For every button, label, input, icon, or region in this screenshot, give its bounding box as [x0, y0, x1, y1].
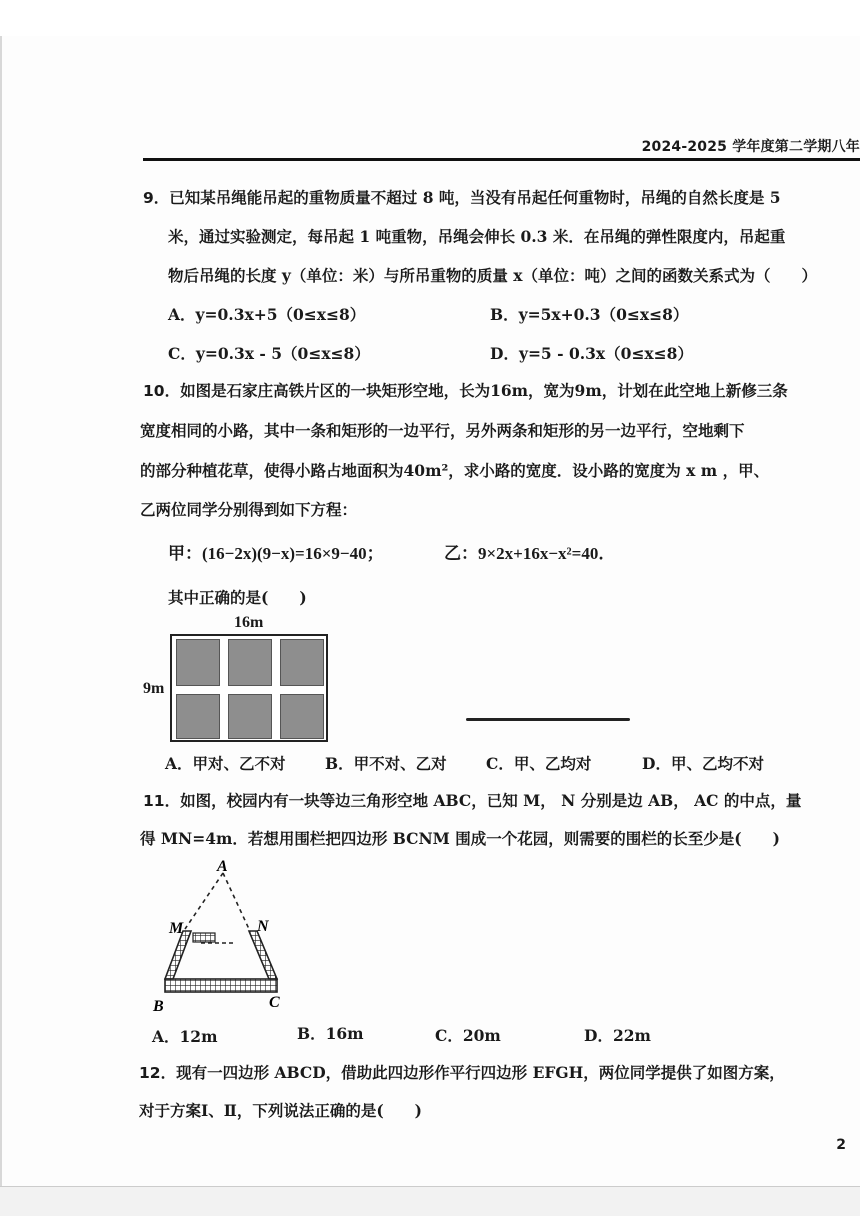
grass-plot: [280, 694, 324, 739]
grass-plot: [228, 639, 272, 686]
q12-line1: [139, 1063, 785, 1083]
page-header: 2024-2025 学年度第二学期八年: [641, 139, 860, 155]
q11-option-d[interactable]: D．22m: [584, 1026, 651, 1045]
q11-number: 11．: [143, 792, 181, 810]
q10-line1: [143, 381, 788, 401]
exam-page: [0, 36, 860, 1186]
q10-option-b[interactable]: B．甲不对、乙对: [325, 754, 447, 773]
q9-option-b[interactable]: B．y=5x+0.3（0≤x≤8）: [490, 305, 689, 324]
q10-question: 其中正确的是( ): [168, 588, 307, 607]
q10-option-c[interactable]: C．甲、乙均对: [486, 754, 592, 773]
rectangle-figure: [170, 634, 328, 742]
vertex-label-b: B: [153, 998, 164, 1015]
handwritten-line: [466, 718, 630, 721]
dashed-side-an: [223, 873, 249, 929]
q10-line2: 宽度相同的小路，其中一条和矩形的一边平行，另外两条和矩形的另一边平行，空地剩下: [140, 421, 745, 440]
q11-line2: 得 MN=4m．若想用围栏把四边形 BCNM 围成一个花园，则需要的围栏的长至少是( ): [140, 829, 780, 848]
grass-plot: [176, 694, 220, 739]
viewer-bottom-bar: [0, 1186, 860, 1216]
vertex-label-a: A: [217, 858, 228, 875]
fence-side-bc: [165, 979, 277, 992]
triangle-figure: [145, 855, 295, 1015]
q9-option-a[interactable]: A．y=0.3x+5（0≤x≤8）: [168, 305, 366, 324]
q12-number: 12．: [139, 1064, 177, 1082]
fig-width-label: 16m: [234, 614, 264, 631]
q9-line2: 米，通过实验测定，每吊起 1 吨重物，吊绳会伸长 0.3 米．在吊绳的弹性限度内，吊起重: [168, 227, 786, 246]
q9-line3: 物后吊绳的长度 y（单位：米）与所吊重物的质量 x（单位：吨）之间的函数关系式为（ ）: [168, 266, 818, 285]
vertex-label-m: M: [169, 920, 184, 937]
q10-option-a[interactable]: A．甲对、乙不对: [165, 754, 286, 773]
fig-height-label: 9m: [143, 680, 165, 697]
q10-option-d[interactable]: D．甲、乙均不对: [642, 754, 764, 773]
header-rule: [143, 158, 860, 161]
vertex-label-n: N: [257, 918, 269, 935]
fence-side-bm: [165, 931, 191, 979]
fence-side-cn: [249, 931, 277, 979]
q12-line2: 对于方案Ⅰ、Ⅱ，下列说法正确的是( ): [139, 1101, 422, 1120]
q10-text-1: 如图是石家庄高铁片区的一块矩形空地，长为16m，宽为9m，计划在此空地上新修三条: [180, 381, 788, 400]
q10-equation-jia: 甲：(16−2x)(9−x)=16×9−40；: [168, 544, 384, 563]
vertex-label-c: C: [269, 994, 280, 1011]
q10-line4: 乙两位同学分别得到如下方程：: [140, 500, 358, 519]
q12-text-1: 现有一四边形 ABCD，借助此四边形作平行四边形 EFGH，两位同学提供了如图方案，: [176, 1063, 785, 1082]
q11-text-1: 如图，校园内有一块等边三角形空地 ABC，已知 M， N 分别是边 AB， AC 的中点，量: [180, 791, 802, 810]
q11-option-a[interactable]: A．12m: [152, 1027, 218, 1046]
q11-option-c[interactable]: C．20m: [435, 1026, 501, 1045]
page-number: 2: [836, 1137, 846, 1153]
q9-number: 9．: [143, 189, 170, 207]
grass-plot: [280, 639, 324, 686]
q10-line3: 的部分种植花草，使得小路占地面积为40m²，求小路的宽度．设小路的宽度为 x m ，甲、: [140, 461, 770, 480]
q11-option-b[interactable]: B．16m: [297, 1024, 364, 1043]
q11-line1: [143, 791, 801, 811]
q9-line1: [143, 188, 781, 208]
dashed-side-am: [185, 873, 223, 929]
grass-plot: [228, 694, 272, 739]
q9-option-d[interactable]: D．y=5 - 0.3x（0≤x≤8）: [490, 344, 693, 363]
viewer-top-bar: [0, 0, 860, 37]
q10-equation-yi: 乙：9×2x+16x−x²=40．: [444, 544, 616, 563]
q10-number: 10．: [143, 382, 181, 400]
fence-fragment: [193, 933, 215, 942]
q9-option-c[interactable]: C．y=0.3x - 5（0≤x≤8）: [168, 344, 370, 363]
q9-text-1: 已知某吊绳能吊起的重物质量不超过 8 吨，当没有吊起任何重物时，吊绳的自然长度是 5: [169, 188, 781, 207]
grass-plot: [176, 639, 220, 686]
